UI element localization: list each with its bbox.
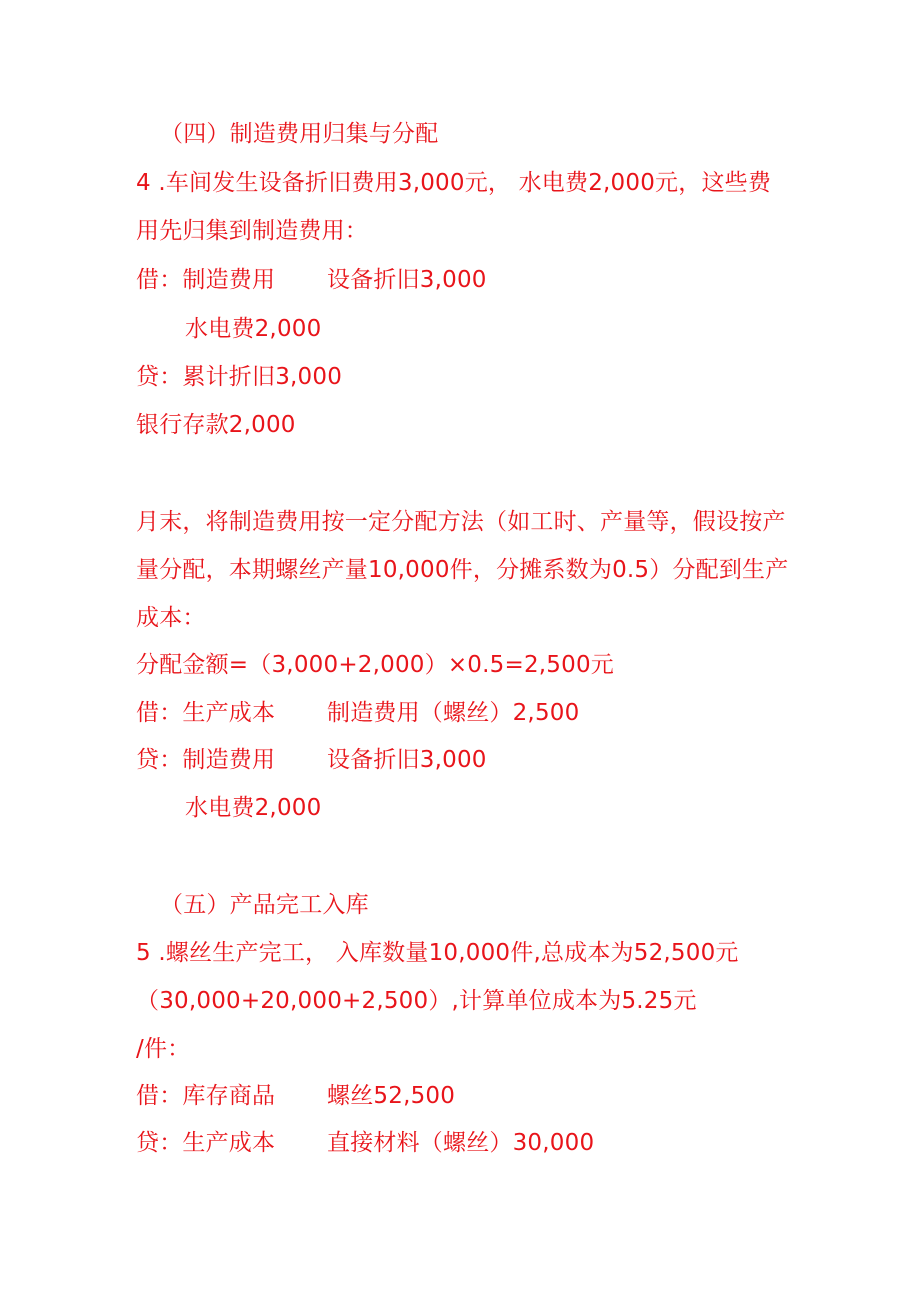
entry3-credit-detail: 直接材料（螺丝）30,000	[327, 1130, 595, 1156]
section5-intro-line1: 5 .螺丝生产完工， 入库数量10,000件,总成本为52,500元	[136, 940, 739, 966]
entry3-credit-row	[136, 1128, 595, 1158]
section5-intro-line2: （30,000+20,000+2,500）,计算单位成本为5.25元	[136, 988, 697, 1014]
entry1-debit-detail: 设备折旧3,000	[327, 267, 487, 293]
entry2-debit-row	[136, 698, 580, 728]
entry3-debit-row	[136, 1081, 456, 1111]
entry3-debit-detail: 螺丝52,500	[327, 1083, 456, 1109]
entry3-credit-label: 贷：生产成本	[136, 1130, 276, 1156]
entry1-debit-sub: 水电费2,000	[185, 316, 322, 342]
allocation-line2: 量分配，本期螺丝产量10,000件，分摊系数为0.5）分配到生产	[136, 557, 789, 583]
section5-heading: （五）产品完工入库	[160, 892, 369, 918]
entry1-credit-line2: 银行存款2,000	[136, 412, 296, 438]
allocation-formula: 分配金额=（3,000+2,000）×0.5=2,500元	[136, 652, 614, 678]
section4-intro-line2: 用先归集到制造费用：	[136, 218, 368, 244]
entry2-debit-detail: 制造费用（螺丝）2,500	[327, 700, 580, 726]
entry1-debit-row	[136, 265, 487, 295]
entry2-credit-detail: 设备折旧3,000	[327, 747, 487, 773]
entry2-debit-label: 借：生产成本	[136, 700, 276, 726]
entry2-credit-sub: 水电费2,000	[185, 795, 322, 821]
section4-heading: （四）制造费用归集与分配	[160, 121, 439, 147]
entry1-credit-line1: 贷：累计折旧3,000	[136, 364, 343, 390]
section4-intro-line1: 4 .车间发生设备折旧费用3,000元， 水电费2,000元，这些费	[136, 170, 772, 196]
section5-intro-line3: /件：	[136, 1036, 191, 1062]
entry2-credit-label: 贷：制造费用	[136, 747, 276, 773]
entry1-debit-label: 借：制造费用	[136, 267, 276, 293]
entry3-debit-label: 借：库存商品	[136, 1083, 276, 1109]
entry2-credit-row	[136, 745, 487, 775]
allocation-line3: 成本：	[136, 605, 206, 631]
allocation-line1: 月末，将制造费用按一定分配方法（如工时、产量等，假设按产	[136, 509, 786, 535]
